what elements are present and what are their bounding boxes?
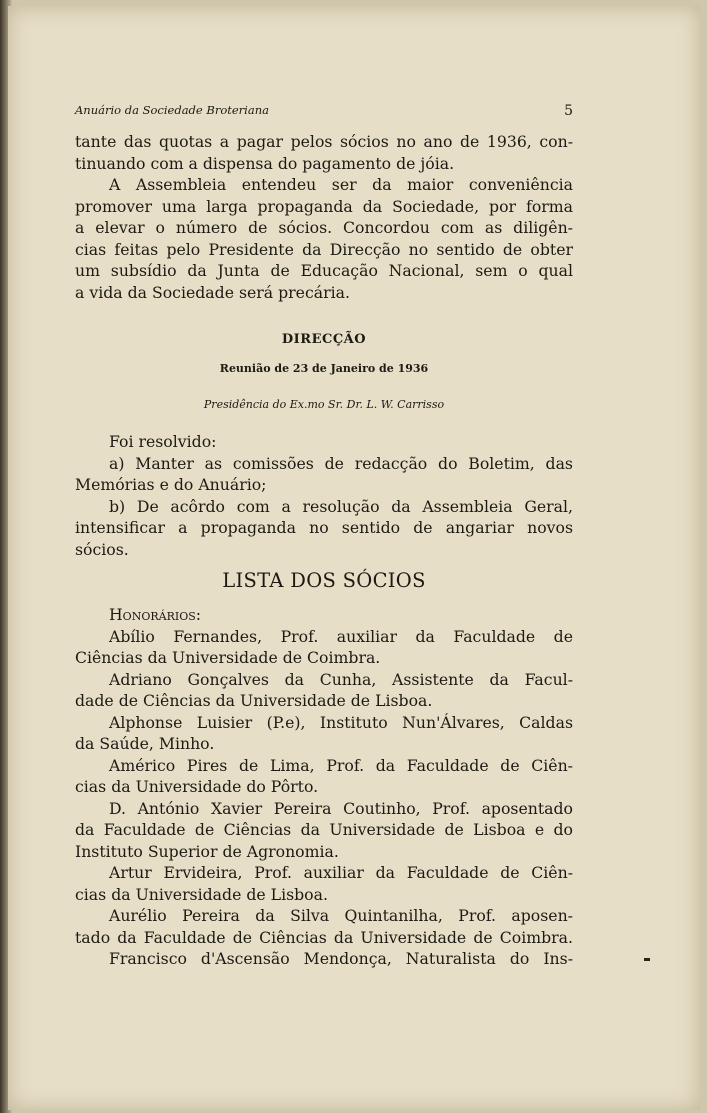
text-line: tinuando com a dispensa do pagamento de jóia.: [75, 153, 455, 173]
member-line: Artur Ervideira, Prof. auxiliar da Faculdade de Ciên-: [109, 863, 573, 882]
ink-mark: [644, 958, 650, 961]
text-line: intensificar a propaganda no sentido de angariar novos: [75, 518, 573, 537]
member-line: dade de Ciências da Universidade de Lisboa.: [75, 691, 433, 710]
presidency-line: Presidência do Ex.mo Sr. Dr. L. W. Carrisso: [203, 398, 445, 411]
member-line: cias da Universidade do Pôrto.: [75, 777, 319, 796]
text-line: A Assembleia entendeu ser da maior conveniência: [109, 175, 573, 194]
text-line: promover uma larga propaganda da Sociedade, por forma: [75, 196, 573, 216]
text-line: um subsídio da Junta de Educação Nacional, sem o qual: [75, 261, 573, 280]
member-line: D. António Xavier Pereira Coutinho, Prof. aposentado: [109, 798, 573, 818]
text-line: tante das quotas a pagar pelos sócios no ano de 1936, con-: [75, 132, 573, 151]
member-line: Ciências da Universidade de Coimbra.: [75, 648, 381, 667]
member-line: Américo Pires de Lima, Prof. da Faculdade de Ciên-: [109, 755, 573, 775]
member-line: Abílio Fernandes, Prof. auxiliar da Faculdade de: [109, 626, 573, 646]
text-line: a vida da Sociedade será precária.: [75, 282, 350, 302]
member-line: cias da Universidade de Lisboa.: [75, 884, 328, 904]
paragraph-quotas: [75, 131, 573, 174]
resolutions-list: [75, 431, 573, 560]
page-number: 5: [564, 103, 573, 119]
category-honorarios: Honorários:: [109, 605, 202, 624]
member-line: Francisco d'Ascensão Mendonça, Naturalista do Ins-: [109, 949, 573, 968]
text-line: a) Manter as comissões de redacção do Boletim, das: [109, 453, 573, 473]
member-line: Alphonse Luisier (P.e), Instituto Nun'Álvares, Caldas: [109, 712, 573, 732]
members-list: [75, 604, 573, 970]
section-heading-lista: LISTA DOS SÓCIOS: [222, 569, 426, 592]
text-line: Foi resolvido:: [109, 432, 217, 451]
member-line: tado da Faculdade de Ciências da Universidade de Coimbra.: [75, 927, 573, 947]
text-line: a elevar o número de sócios. Concordou com as diligên-: [75, 218, 573, 237]
member-line: Aurélio Pereira da Silva Quintanilha, Prof. aposen-: [109, 906, 573, 925]
member-line: da Faculdade de Ciências da Universidade de Lisboa e do: [75, 820, 573, 839]
member-line: Adriano Gonçalves da Cunha, Assistente da Facul-: [109, 669, 573, 689]
meeting-date: Reunião de 23 de Janeiro de 1936: [219, 362, 429, 375]
member-line: da Saúde, Minho.: [75, 734, 215, 753]
text-line: b) De acôrdo com a resolução da Assembleia Geral,: [109, 496, 573, 516]
text-line: cias feitas pelo Presidente da Direcção no sentido de obter: [75, 239, 573, 259]
section-heading-direccao: DIRECÇÃO: [281, 332, 367, 347]
page-header: [75, 103, 573, 117]
paragraph-assembleia: [75, 174, 573, 303]
running-title: Anuário da Sociedade Broteriana: [75, 103, 269, 117]
text-line: Memórias e do Anuário;: [75, 475, 267, 494]
text-line: sócios.: [75, 539, 129, 559]
member-line: Instituto Superior de Agronomia.: [75, 841, 339, 861]
